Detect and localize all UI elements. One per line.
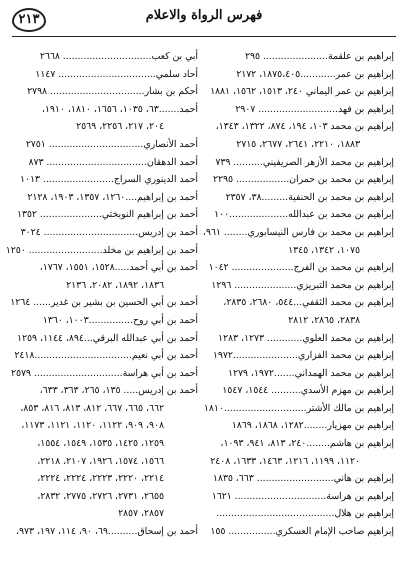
index-entry: أحمد بن إبراهيم بن مخلد......................... ١٢٥٠: [5, 244, 198, 256]
index-entry-continuation: ١١٢٠، ١١٩٩، ١٢١٦، ١٤٦٣، ١٦٣٣، ٢٤٠٨: [210, 455, 360, 467]
index-entry-continuation: ١٢٥٩، ١٤٢٥، ١٥٣٥، ١٥٤٩، ١٥٥٤،: [37, 438, 164, 450]
index-entry: أحمد بن إدريس..... ١٣٥، ٢٦٥، ٣٦٣، ٦٣٣،: [39, 385, 198, 397]
index-entry-continuation: ٢٨٣٨، ٢٨٦٥، ٢٨١٢: [288, 314, 360, 326]
index-entry: أحمد الأنصاري................................ ٢٧٥١: [25, 138, 198, 150]
index-entry-continuation: ١٨٨٣، ٢٢١٠، ٢٦٤١، ٢٦٧٧، ٢٧١٥: [236, 138, 360, 150]
index-entry-continuation: ٢٦٥٥، ٢٧٣١، ٢٧٢٦، ٢٧٧٥، ٢٨٣٢،: [37, 490, 164, 502]
index-entry: أحمد بن أبي عبدالله البرقي...٨٩٤، ١١٤٤، ١٢٥٩: [17, 332, 198, 344]
index-entry: إبراهيم بن عمر اليماني ٢٤٠، ١٥١٣، ١٥٦٢، ١٨٨١: [210, 86, 394, 98]
index-entry: إبراهيم بن محمد التبريزي..................... ١٢٩٦: [211, 279, 394, 291]
index-entry: أحمد الدهقان.................................. ٨٧٣: [28, 156, 198, 168]
index-entry: أحمد بن إسحاق..........٦٩، ٩٠، ١١٤، ١٩٧، ٩٧٣،: [16, 526, 198, 538]
index-entry: أحمد.......٦٣، ١٠٣٥، ١٦٥٦، ١٨١٠، ١٩١٠،: [41, 103, 198, 115]
index-entry: إبراهيم بن هاني.......................... ٦٦٣، ١٨٣٥: [212, 473, 394, 485]
index-entry: أحمد بن أبي الحسين بن بشير بن غدير...... ١٢٦٤: [10, 297, 198, 309]
index-entry: إبراهيم بن مهزيار........١٢٨٢، ١٨٦٨، ١٨٦٩: [231, 420, 394, 432]
index-entry: إبراهيم بن مهزم الأسدي.......... ١٥٤٤، ١٥٤٧: [222, 385, 394, 397]
index-entry-continuation: ٦٦٢، ٦٦٥، ٦٦٧، ٨١٢، ٨١٣، ٨١٦، ٨٥٣،: [20, 402, 164, 414]
index-entry: أحمد بن إدريس................................ ٣٠٢٤: [20, 226, 198, 238]
index-entry: أحمد الدينوري السراج........................ ١٠١٣: [19, 174, 198, 186]
index-entry: إبراهيم بن محمد بن الحنفية.........٣٨، ٢٣٥٧: [225, 191, 394, 203]
index-entry: أحاد سلمي................................. ١١٤٧: [35, 68, 198, 80]
page-title: فهرس الرواة والاعلام: [145, 8, 263, 23]
index-entry: إبراهيم بن محمد بن فارس النيسابوري........ ٩٦١،: [202, 226, 394, 238]
index-entry: إبراهيم بن هلال........................................: [216, 508, 394, 520]
index-entry: إبراهيم بن هراسة............................... ١٦٢١: [211, 490, 394, 502]
index-entry: إبراهيم بن محمد الأزهر الصريفيني.......... ٧٣٩: [215, 156, 394, 168]
index-entry-continuation: ٢٢١٤، ٢٢٢٠، ٢٢٢٣، ٢٢٢٤، ٢٢٢٤،: [37, 473, 164, 485]
index-entry: أحمد بن إبراهيم النوبختي..................... ١٣٥٢: [16, 209, 198, 221]
index-entry: إبراهيم صاحب الإمام العسكري................ ١٥٥: [210, 526, 394, 538]
index-entry: إبراهيم بن محمد الفزاري......................١٩٧٢: [212, 350, 394, 362]
index-entry: إبراهيم بن محمد ١٠٣، ١٩٤، ٨٧٤، ١٣٢٢، ١٣٤٣،: [215, 121, 394, 133]
index-entry: أحمد بن أبي نعيم.................................٢٤١٨: [14, 350, 198, 362]
index-entry: إبراهيم بن عمر............١٨٧٥،٤٠٥، ٢١٧٢: [236, 68, 394, 80]
index-entry: إبراهيم بن هاشم........٢٤٠، ٨١٣، ٩٤١، ١٠٩٣،: [220, 438, 394, 450]
header-rule: [12, 36, 396, 37]
index-entry-continuation: ١٨٣٦، ١٨٩٢، ٢٠٨٢، ٢١٣٦: [66, 279, 164, 291]
index-entry: إبراهيم بن محمد الهمداني.......١٩٧٢، ١٢٧٩: [227, 367, 394, 379]
index-entry-continuation: ٩٠٨، ٩٠٩، ١١٢٢، ١١٢٠، ١١٢١، ١١٧٣،: [21, 420, 164, 432]
index-entry: إبراهيم بن محمد بن عبدالله....................١٠٠: [214, 209, 394, 221]
index-entry: أبي بن كعب.............................. ٢٦٦٨: [39, 51, 198, 62]
index-entry: إبراهيم بن محمد العلوي............ ١٢٧٣، ١٢٨٣: [218, 332, 394, 344]
index-entry: أحكم بن بشار................................ ٢٧٩٨: [27, 86, 198, 98]
index-entry-continuation: ٢٨٥٧، ٢٨٥٧: [118, 508, 164, 520]
index-entry: إبراهيم بن علقمة...................... ٢٩٥: [245, 51, 394, 62]
index-entry: إبراهيم بن محمد بن حمران.................. ٢٢٩٥: [213, 174, 394, 186]
index-entry: أحمد بن أبي هراسة.............................. ٢٥٧٩: [10, 367, 198, 379]
index-entry: أحمد بن أبي أحمد.....١٥٢٨، ١٥٥١، ١٧٦٧،: [39, 262, 198, 274]
index-entry: أحمد بن إبراهيم....١٢٦٠، ١٣٥٧، ١٩٠٣، ٢١٢٨: [27, 191, 198, 203]
index-entry: إبراهيم بن مالك الأشتر............................١٨١٠: [203, 402, 394, 414]
index-entry: إبراهيم بن فهد........................... ٢٩٠٧: [235, 103, 394, 115]
index-entry-continuation: ٢٠٤، ٢١٧، ٢٢٥٦، ٢٥٦٩: [76, 121, 164, 133]
index-entry-continuation: ١٠٧٥، ١٣٤٢، ١٣٤٥: [288, 244, 360, 256]
page-number: ٢١٣: [12, 8, 46, 32]
page-header: [12, 6, 396, 32]
index-entry: إبراهيم بن محمد بن الفرج..................... ١٠٤٢: [208, 262, 394, 274]
index-entry-continuation: ١٥٦٦، ١٥٧٤، ١٩٢٦، ٢١٠٧، ٢٢١٨،: [37, 455, 164, 467]
index-column-left: [5, 48, 198, 541]
index-entry: أحمد بن أبي روح...............١٠٠٣، ١٣٦٠: [42, 314, 198, 326]
index-column-right: [202, 48, 394, 541]
index-entry: إبراهيم بن محمد الثقفي...٥٤٤، ٢٦٨٠، ٢٨٣٥،: [223, 297, 394, 309]
